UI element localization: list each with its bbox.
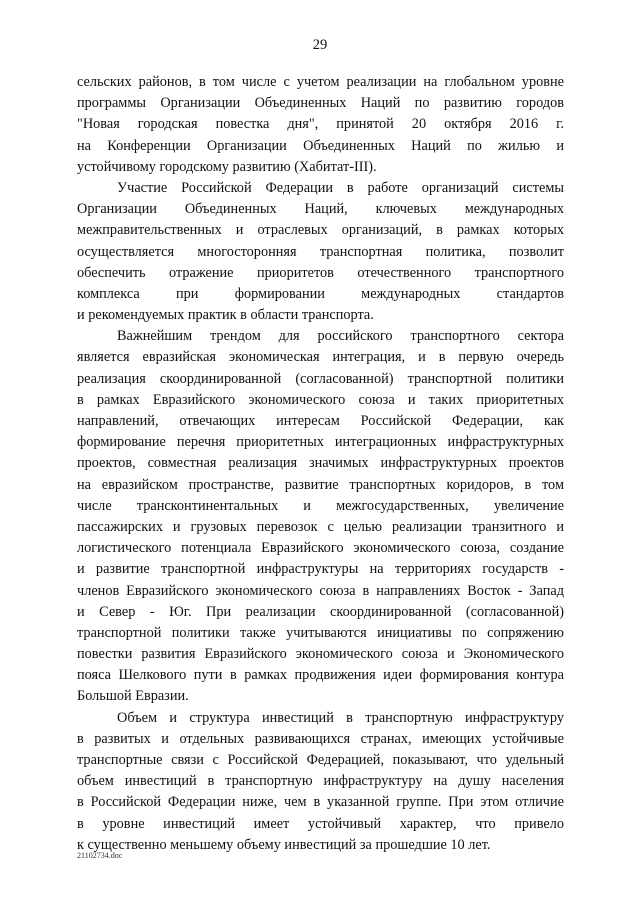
footer-file-reference: 21102734.doc (77, 851, 123, 860)
text-line: осуществляется многосторонняя транспортная политика, позволит (77, 243, 564, 260)
text-line: в развитых и отдельных развивающихся странах, имеющих устойчивые (77, 730, 564, 747)
text-line: "Новая городская повестка дня", принятой 20 октября 2016 г. (77, 116, 564, 133)
text-line: в рамках Евразийского экономического союза и таких приоритетных (77, 391, 564, 408)
text-line: и развитие транспортной инфраструктуры на территориях государств - (77, 561, 564, 578)
text-line: и Север - Юг. При реализации скоординированной (согласованной) (77, 603, 564, 620)
paragraph-eurasian-integration (77, 326, 564, 707)
text-line: сельских районов, в том числе с учетом реализации на глобальном уровне (77, 74, 564, 90)
text-line: комплекса при формировании международных стандартов (77, 285, 564, 302)
paragraph-un-participation (77, 178, 564, 326)
text-line: числе трансконтинентальных и межгосударственных, увеличение (77, 497, 564, 514)
text-line: Объем и структура инвестиций в транспортную инфраструктуру (117, 709, 564, 726)
text-line: транспортные связи с Российской Федерацией, показывают, что удельный (77, 752, 564, 768)
text-line: формирование перечня приоритетных интеграционных инфраструктурных (77, 434, 564, 451)
document-body (77, 72, 564, 856)
text-line: программы Организации Объединенных Наций по развитию городов (77, 95, 564, 112)
paragraph-habitat (77, 72, 564, 178)
page-number: 29 (312, 37, 328, 53)
text-line: пассажирских и грузовых перевозок с целью реализации транзитного и (77, 518, 564, 535)
text-line: устойчивому городскому развитию (Хабитат-III). (77, 158, 377, 175)
text-line: является евразийская экономическая интеграция, и в первую очередь (77, 349, 564, 366)
text-line: пояса Шелкового пути в рамках продвижения идеи формирования контура (77, 667, 564, 684)
text-line: объем инвестиций в транспортную инфраструктуру на душу населения (77, 773, 564, 790)
text-line: логистического потенциала Евразийского экономического союза, создание (77, 540, 564, 557)
text-line: проектов, совместная реализация значимых инфраструктурных проектов (77, 455, 564, 472)
text-line: и рекомендуемых практик в области транспорта. (77, 307, 374, 324)
text-line: Большой Евразии. (77, 688, 189, 705)
text-line: Организации Объединенных Наций, ключевых международных (77, 201, 564, 218)
text-line: межправительственных и отраслевых организаций, в рамках которых (77, 222, 564, 239)
text-line: Важнейшим трендом для российского транспортного сектора (117, 328, 564, 345)
text-line: Участие Российской Федерации в работе организаций системы (117, 179, 564, 196)
text-line: повестки развития Евразийского экономического союза и Экономического (77, 646, 564, 663)
text-line: к существенно меньшему объему инвестиций за прошедшие 10 лет. (77, 836, 491, 853)
text-line: в Российской Федерации ниже, чем в указанной группе. При этом отличие (77, 794, 564, 811)
text-line: в уровне инвестиций имеет устойчивый характер, что привело (77, 815, 564, 832)
paragraph-investment (77, 708, 564, 856)
text-line: на евразийском пространстве, развитие транспортных коридоров, в том (77, 476, 564, 493)
text-line: на Конференции Организации Объединенных Наций по жилью и (77, 137, 564, 154)
text-line: направлений, отвечающих интересам Российской Федерации, как (77, 413, 564, 429)
text-line: обеспечить отражение приоритетов отечественного транспортного (77, 264, 564, 281)
text-line: членов Евразийского экономического союза в направлениях Восток - Запад (77, 582, 564, 599)
text-line: транспортной политики также учитываются инициативы по сопряжению (77, 624, 564, 641)
text-line: реализация скоординированной (согласованной) транспортной политики (77, 370, 564, 387)
